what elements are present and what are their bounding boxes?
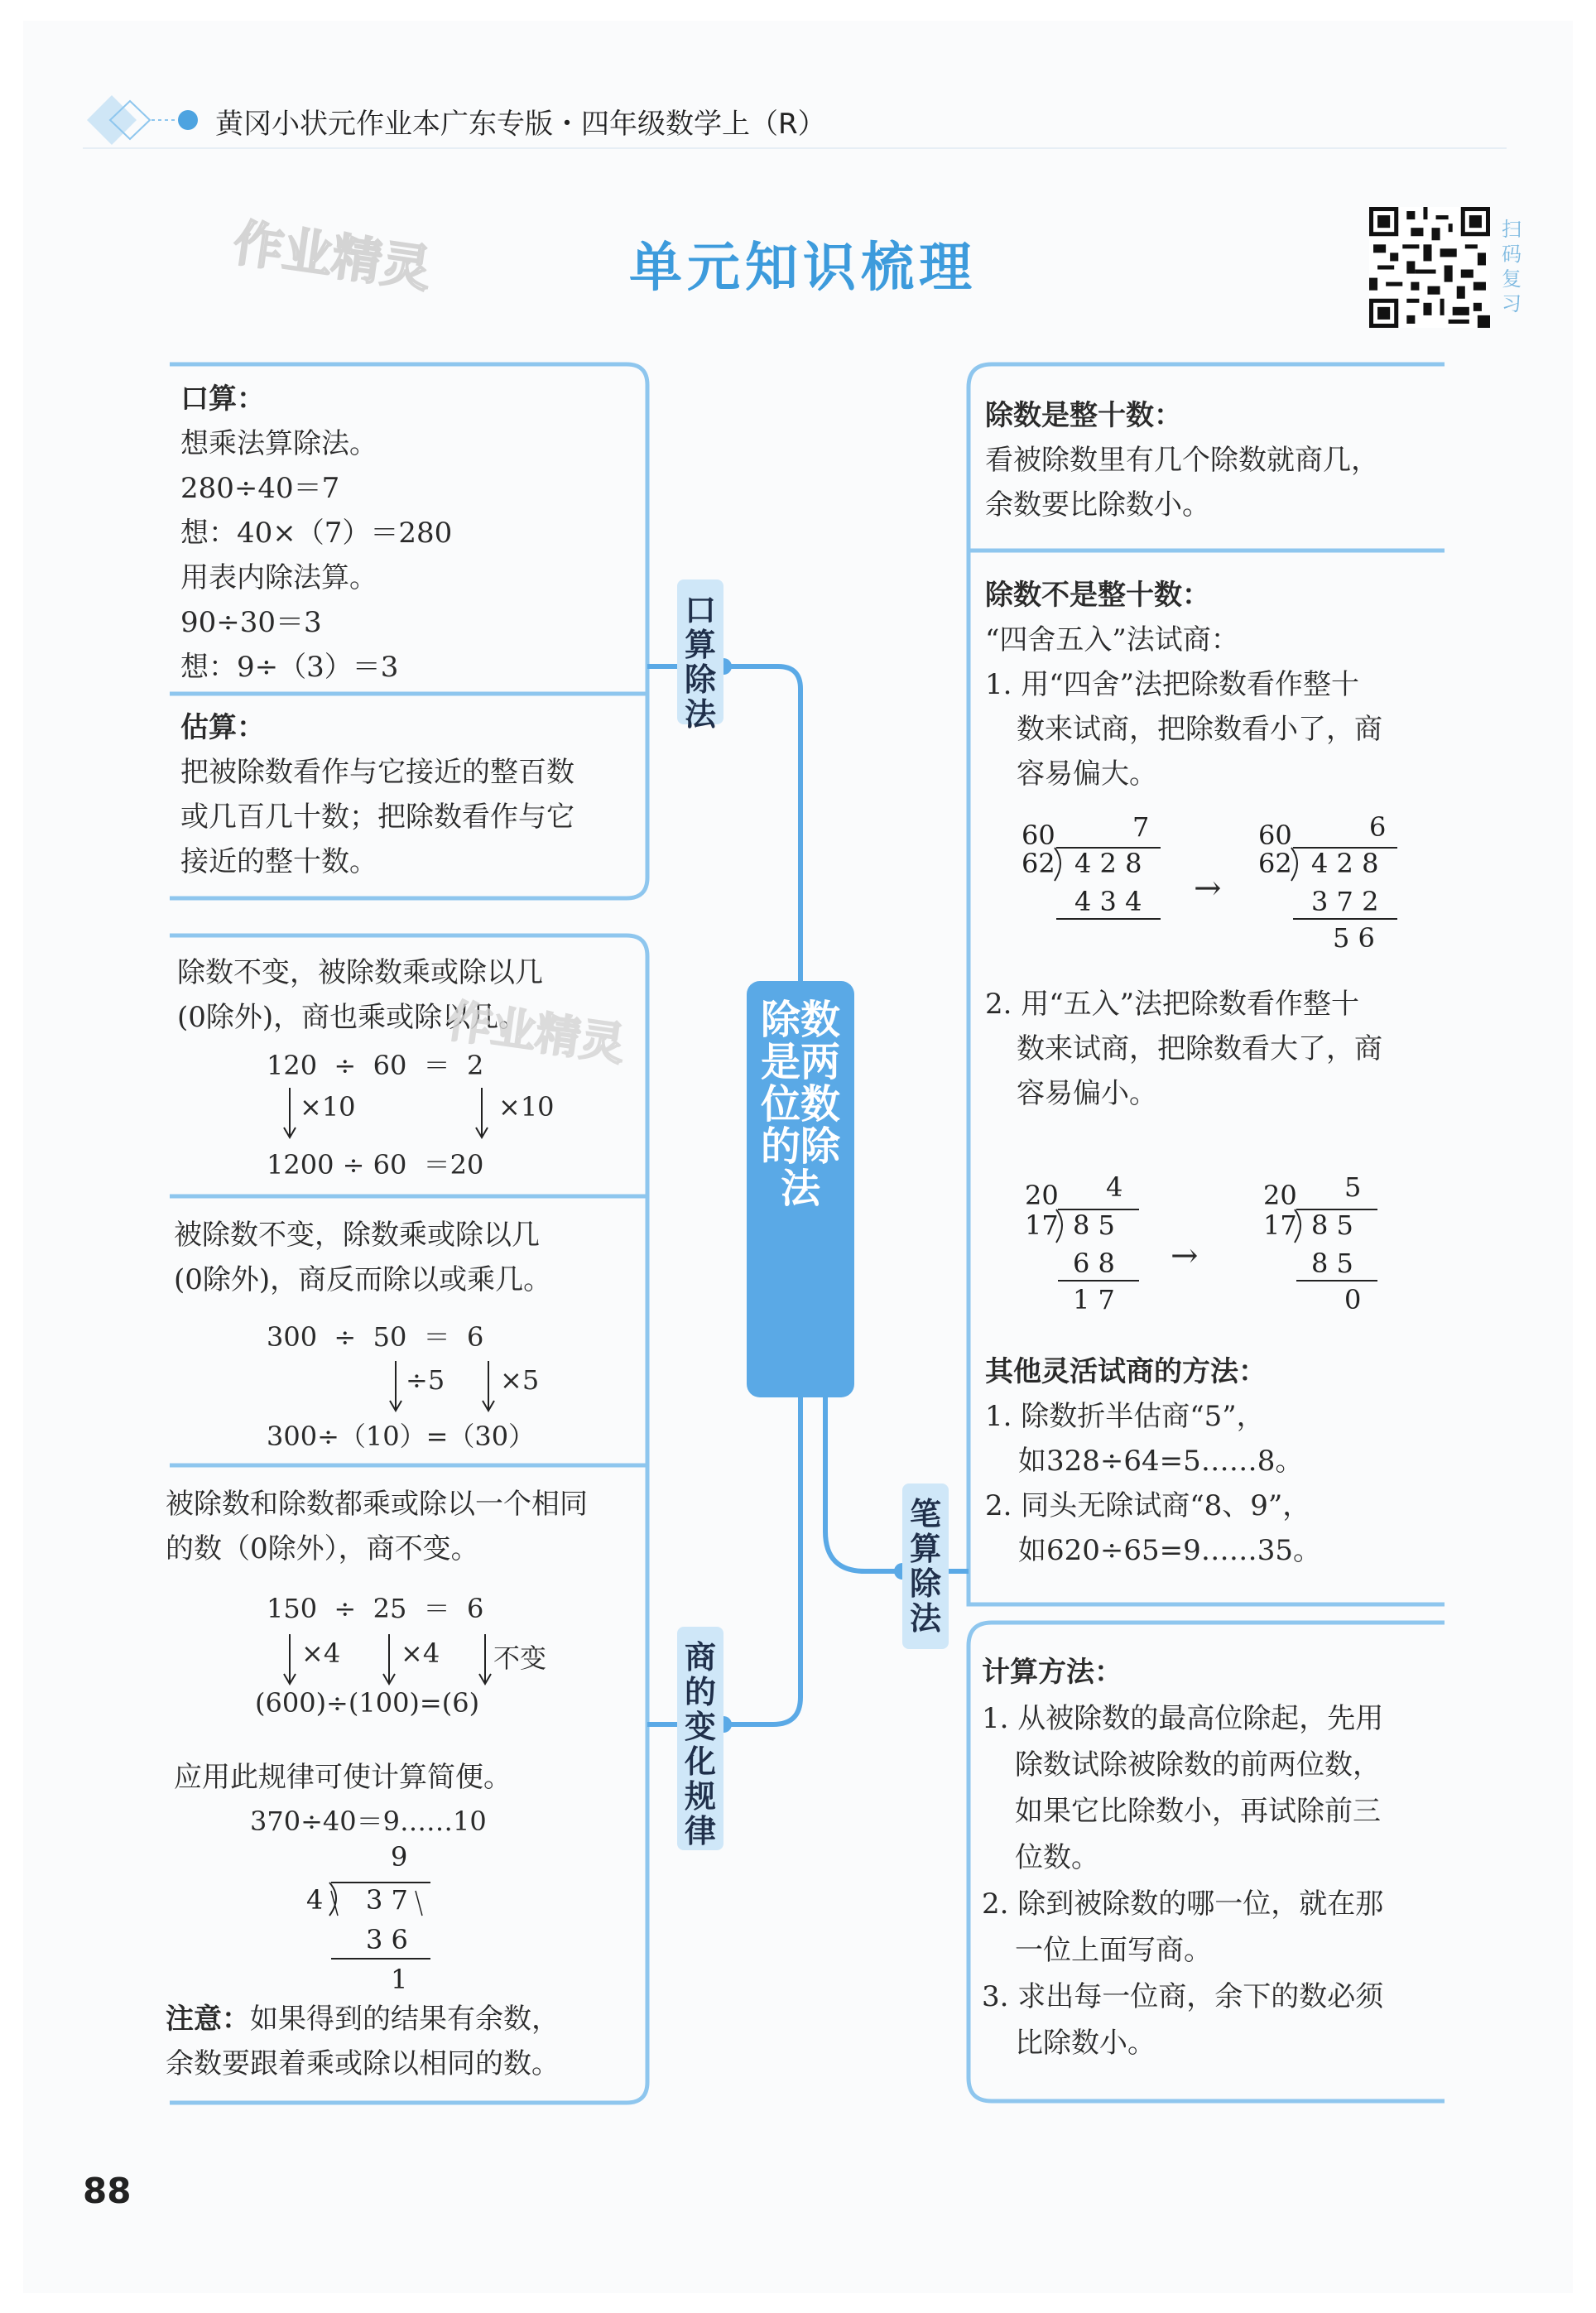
item2-section	[985, 982, 1382, 1116]
method-line: “四舍五入”法试商：	[985, 623, 1239, 656]
dividend: 3 7	[366, 1884, 408, 1916]
method-section	[982, 1649, 1383, 2066]
method-line: 2. 除到被除数的哪一位，就在那	[982, 1887, 1384, 1921]
rule2-row2: 300÷（10）=（30）	[267, 1421, 536, 1452]
not-whole-ten-section	[985, 573, 1382, 796]
whole-ten-section	[985, 393, 1379, 527]
rule3-op: ×4	[401, 1637, 440, 1669]
flexible-line: 1. 除数折半估商“5”，	[985, 1400, 1265, 1433]
item2-line: 2. 用“五入”法把除数看作整十	[985, 988, 1360, 1021]
divisor: 17	[1263, 1209, 1297, 1241]
flexible-line: 2. 同头无除试商“8、9”，	[985, 1489, 1311, 1522]
product: 4 3 4	[1074, 886, 1142, 917]
approx: 60	[1022, 820, 1055, 851]
quotient: 9	[391, 1841, 408, 1873]
oral-heading: 口算：	[180, 382, 265, 416]
oral-line: 想：40×（7）＝280	[180, 517, 453, 550]
item1-line: 1. 用“四舍”法把除数看作整十	[985, 668, 1360, 701]
product: 6 8	[1073, 1248, 1115, 1279]
remainder: 1 7	[1073, 1284, 1115, 1315]
dividend: 8 5	[1311, 1209, 1353, 1241]
estimate-line: 接近的整十数。	[180, 845, 377, 878]
branch-label-written-division: 笔算除法	[902, 1483, 949, 1649]
oral-section	[180, 377, 452, 690]
product: 3 7 2	[1311, 886, 1379, 917]
method-line: 如果它比除数小，再试除前三	[1015, 1795, 1381, 1828]
rule2-op: ×5	[500, 1364, 540, 1396]
rule1-op: ×10	[300, 1091, 356, 1123]
page-number: 88	[83, 2171, 132, 2211]
method-heading: 计算方法：	[982, 1656, 1122, 1689]
rule1-row2: 1200 ÷ 60 ＝20	[267, 1149, 484, 1181]
rule2-line: 被除数不变，除数乘或除以几	[174, 1219, 540, 1252]
branch-label-quotient-change: 商的变化规律	[677, 1627, 723, 1850]
method-line: 一位上面写商。	[1015, 1934, 1212, 1967]
rule1-op: ×10	[498, 1091, 555, 1123]
divisor: 17	[1025, 1209, 1059, 1241]
rule3-line: 的数（0除外），商不变。	[166, 1532, 479, 1565]
note-label: 注意：	[166, 2003, 250, 2036]
method-line: 位数。	[1015, 1841, 1099, 1874]
rule3-example: 370÷40＝9……10	[250, 1806, 487, 1837]
rule3-op: 不变	[493, 1642, 547, 1674]
rule3-note	[166, 1997, 560, 2086]
whole-ten-heading: 除数是整十数：	[985, 399, 1182, 432]
center-topic: 除数是两位数的除法	[747, 981, 854, 1397]
qr-caption-char: 习	[1502, 292, 1521, 315]
arrow-icon: →	[1194, 869, 1222, 907]
qr-caption-char: 复	[1502, 267, 1521, 291]
note-line: 余数要跟着乘或除以相同的数。	[166, 2047, 560, 2080]
rule3-apply: 应用此规律可使计算简便。	[174, 1761, 512, 1794]
estimate-line: 或几百几十数；把除数看作与它	[180, 801, 574, 834]
approx: 60	[1258, 820, 1292, 851]
quotient: 5	[1344, 1171, 1362, 1203]
oral-line: 想：9÷（3）＝3	[180, 651, 399, 684]
long-division-d1	[1020, 811, 1169, 960]
oral-line: 90÷30＝3	[180, 606, 322, 639]
flexible-section	[985, 1349, 1321, 1573]
estimate-heading: 估算：	[180, 711, 265, 744]
flexible-heading: 其他灵活试商的方法：	[985, 1355, 1267, 1388]
oral-line: 用表内除法算。	[180, 561, 377, 594]
remainder: 5 6	[1333, 922, 1375, 954]
approx: 20	[1263, 1180, 1297, 1211]
item1-line: 数来试商，把除数看小了，商	[1017, 713, 1382, 746]
quotient: 4	[1106, 1171, 1123, 1203]
rule3-line: 被除数和除数都乘或除以一个相同	[166, 1488, 588, 1521]
rule2-text	[174, 1213, 551, 1302]
header-title: 黄冈小状元作业本广东专版・四年级数学上（R）	[215, 108, 826, 141]
branch-label-oral-division: 口算除法	[677, 579, 723, 724]
rule3-row2: (600)÷(100)=(6)	[255, 1687, 480, 1719]
rule3-op: ×4	[301, 1637, 341, 1669]
rule2-row1: 300 ÷ 50 ＝ 6	[267, 1321, 484, 1353]
long-division-d2	[1257, 811, 1406, 960]
quotient: 7	[1132, 811, 1150, 843]
dividend: 8 5	[1073, 1209, 1115, 1241]
long-division-d5	[298, 1836, 464, 2002]
method-line: 3. 求出每一位商，余下的数必须	[982, 1980, 1384, 2013]
rule3-row1: 150 ÷ 25 ＝ 6	[267, 1593, 484, 1624]
item2-line: 容易偏小。	[1017, 1077, 1157, 1110]
divisor: 62	[1022, 848, 1055, 879]
watermark: 作业精灵	[444, 994, 628, 1071]
method-line: 比除数小。	[1015, 2027, 1156, 2060]
rule1-line: (0除外)，商也乘或除以几。	[177, 1001, 527, 1034]
approx: 20	[1025, 1180, 1059, 1211]
estimate-section	[180, 705, 574, 884]
divisor: 62	[1258, 848, 1292, 879]
oral-line: 想乘法算除法。	[180, 427, 377, 460]
dividend: 4 2 8	[1074, 848, 1142, 879]
rule2-line: (0除外)，商反而除以或乘几。	[174, 1263, 552, 1296]
divisor: 4	[306, 1884, 324, 1916]
not-whole-ten-heading: 除数不是整十数：	[985, 579, 1210, 612]
arrow-icon: →	[1171, 1237, 1199, 1275]
oral-line: 280÷40＝7	[180, 472, 340, 505]
item1-line: 容易偏大。	[1017, 757, 1157, 791]
rule1-line: 除数不变，被除数乘或除以几	[177, 956, 543, 989]
rule2-op: ÷5	[406, 1364, 445, 1396]
estimate-line: 把被除数看作与它接近的整百数	[180, 756, 574, 789]
item2-line: 数来试商，把除数看大了，商	[1017, 1032, 1382, 1065]
flexible-line: 如620÷65=9……35。	[1018, 1534, 1322, 1567]
remainder: 1	[391, 1964, 408, 1995]
rule1-row1: 120 ÷ 60 ＝ 2	[267, 1050, 484, 1081]
whole-ten-line: 看被除数里有几个除数就商几，	[985, 444, 1379, 477]
rule3-text	[166, 1482, 588, 1571]
flexible-line: 如328÷64=5……8。	[1018, 1445, 1304, 1478]
down-arrow-icon	[474, 1086, 498, 1144]
qr-caption-char: 码	[1502, 243, 1521, 266]
qr-caption-char: 扫	[1502, 218, 1521, 241]
quotient: 6	[1369, 811, 1387, 843]
long-division-d4	[1262, 1171, 1394, 1320]
note-line: 如果得到的结果有余数，	[250, 2003, 560, 2036]
long-division-d3	[1023, 1171, 1156, 1320]
method-line: 1. 从被除数的最高位除起，先用	[982, 1702, 1384, 1735]
whole-ten-line: 余数要比除数小。	[985, 488, 1210, 522]
dividend: 4 2 8	[1311, 848, 1379, 879]
watermark: 作业精灵	[229, 214, 435, 300]
page-title: 单元知识梳理	[629, 238, 977, 299]
remainder: 0	[1344, 1284, 1362, 1315]
product: 8 5	[1311, 1248, 1353, 1279]
method-line: 除数试除被除数的前两位数，	[1015, 1748, 1381, 1782]
product: 3 6	[366, 1924, 408, 1955]
